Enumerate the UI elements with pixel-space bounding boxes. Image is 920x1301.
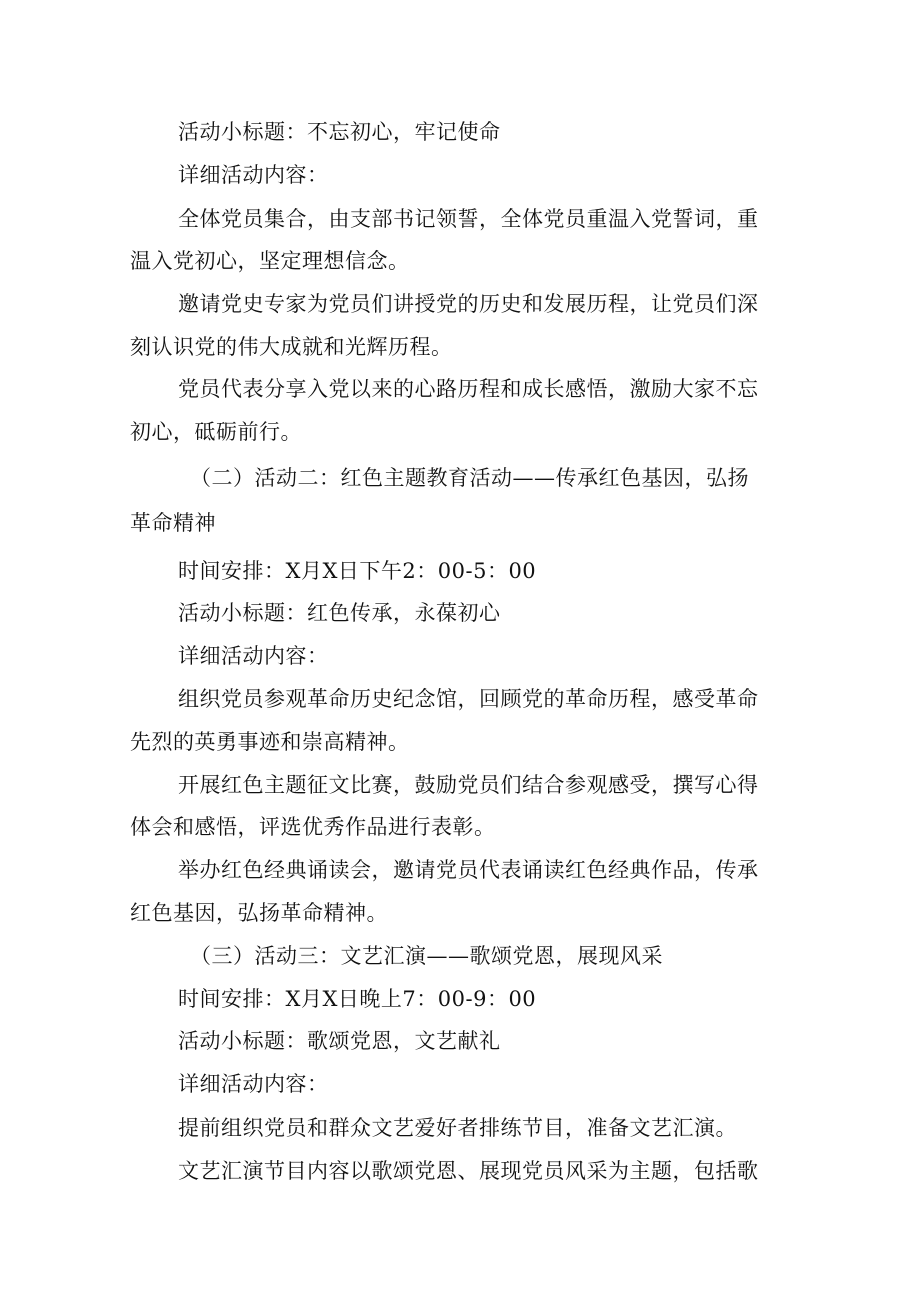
paragraph-line: 先烈的英勇事迹和崇高精神。 xyxy=(130,730,410,754)
paragraph-line: 文艺汇演节目内容以歌颂党恩、展现党员风采为主题，包括歌 xyxy=(178,1159,759,1183)
detail-heading: 详细活动内容： xyxy=(178,644,329,668)
section-heading: （三）活动三：文艺汇演——歌颂党恩，展现风采 xyxy=(190,944,663,968)
paragraph-line: 初心，砥砺前行。 xyxy=(130,420,302,444)
paragraph-line: 全体党员集合，由支部书记领誓，全体党员重温入党誓词，重 xyxy=(178,207,759,231)
section-heading: 革命精神 xyxy=(130,511,216,535)
subtitle-line: 活动小标题：红色传承，永葆初心 xyxy=(178,601,501,625)
paragraph-line: 党员代表分享入党以来的心路历程和成长感悟，激励大家不忘 xyxy=(178,377,759,401)
detail-heading: 详细活动内容： xyxy=(178,1072,329,1096)
paragraph-line: 红色基因，弘扬革命精神。 xyxy=(130,901,388,925)
paragraph-line: 体会和感悟，评选优秀作品进行表彰。 xyxy=(130,815,496,839)
section-heading: （二）活动二：红色主题教育活动——传承红色基因，弘扬 xyxy=(190,466,749,490)
paragraph-line: 邀请党史专家为党员们讲授党的历史和发展历程，让党员们深 xyxy=(178,292,759,316)
schedule-line: 时间安排：X月X日下午2：00-5：00 xyxy=(178,559,537,583)
paragraph-line: 开展红色主题征文比赛，鼓励党员们结合参观感受，撰写心得 xyxy=(178,773,759,797)
schedule-line: 时间安排：X月X日晚上7：00-9：00 xyxy=(178,987,537,1011)
subtitle-line: 活动小标题：歌颂党恩，文艺献礼 xyxy=(178,1029,501,1053)
paragraph-line: 提前组织党员和群众文艺爱好者排练节目，准备文艺汇演。 xyxy=(178,1116,737,1140)
subtitle-line: 活动小标题：不忘初心，牢记使命 xyxy=(178,120,501,144)
paragraph-line: 温入党初心，坚定理想信念。 xyxy=(130,249,410,273)
paragraph-line: 组织党员参观革命历史纪念馆，回顾党的革命历程，感受革命 xyxy=(178,687,759,711)
paragraph-line: 举办红色经典诵读会，邀请党员代表诵读红色经典作品，传承 xyxy=(178,858,759,882)
paragraph-line: 刻认识党的伟大成就和光辉历程。 xyxy=(130,335,453,359)
detail-heading: 详细活动内容： xyxy=(178,163,329,187)
